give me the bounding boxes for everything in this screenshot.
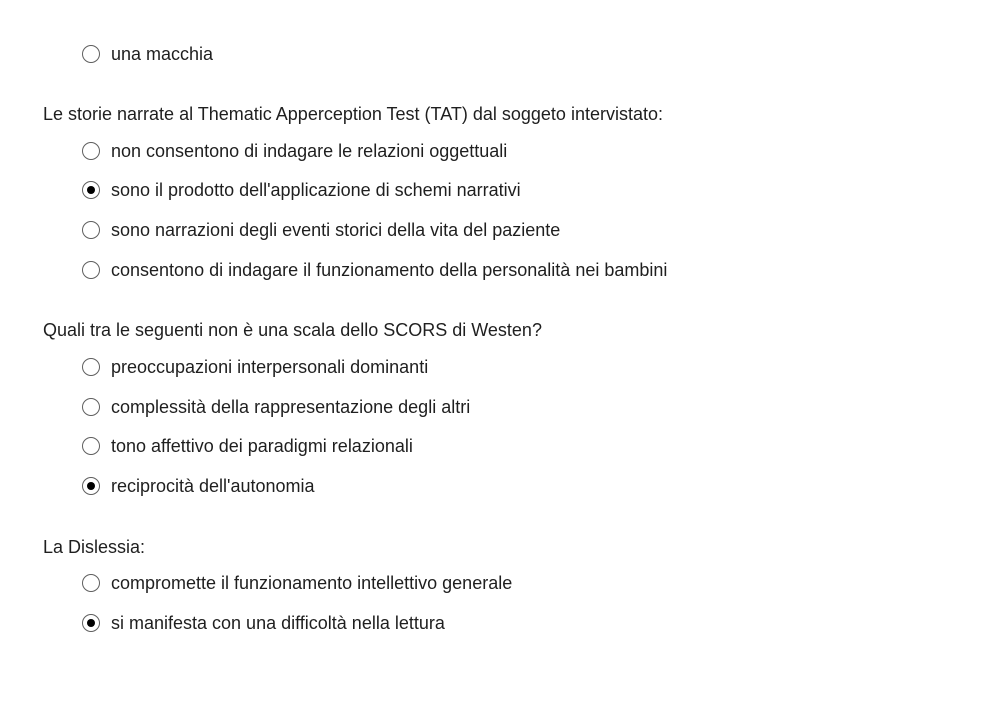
q3-option-1[interactable] xyxy=(82,571,512,595)
q1-option-3[interactable] xyxy=(82,218,560,242)
radio-button[interactable] xyxy=(82,398,100,416)
radio-button[interactable] xyxy=(82,261,100,279)
option-label: non consentono di indagare le relazioni oggettuali xyxy=(111,141,508,161)
q2-option-1[interactable] xyxy=(82,355,428,379)
option-label: complessità della rappresentazione degli altri xyxy=(111,397,471,417)
option-label: sono il prodotto dell'applicazione di schemi narrativi xyxy=(111,180,521,200)
radio-button[interactable] xyxy=(82,142,100,160)
q1-option-2[interactable] xyxy=(82,178,521,202)
q1-option-1[interactable] xyxy=(82,139,507,163)
radio-button[interactable] xyxy=(82,477,100,495)
option-label: tono affettivo dei paradigmi relazionali xyxy=(111,436,413,456)
radio-button[interactable] xyxy=(82,221,100,239)
q1-option-4[interactable] xyxy=(82,258,667,282)
q0-option-1[interactable] xyxy=(82,42,213,66)
option-label: sono narrazioni degli eventi storici della vita del paziente xyxy=(111,220,561,240)
question-dislessia: La Dislessia: xyxy=(43,537,146,557)
radio-button[interactable] xyxy=(82,614,100,632)
radio-button[interactable] xyxy=(82,437,100,455)
radio-button[interactable] xyxy=(82,574,100,592)
option-label: una macchia xyxy=(111,44,214,64)
option-label: si manifesta con una difficoltà nella lettura xyxy=(111,613,445,633)
option-label: preoccupazioni interpersonali dominanti xyxy=(111,357,429,377)
option-label: consentono di indagare il funzionamento della personalità nei bambini xyxy=(111,260,668,280)
q3-option-2[interactable] xyxy=(82,611,445,635)
radio-button[interactable] xyxy=(82,358,100,376)
question-scors: Quali tra le seguenti non è una scala dello SCORS di Westen? xyxy=(43,320,542,340)
radio-button[interactable] xyxy=(82,45,100,63)
question-tat: Le storie narrate al Thematic Apperception Test (TAT) dal soggeto intervistato: xyxy=(43,104,663,124)
radio-button[interactable] xyxy=(82,181,100,199)
option-label: compromette il funzionamento intellettivo generale xyxy=(111,573,513,593)
option-label: reciprocità dell'autonomia xyxy=(111,476,315,496)
q2-option-4[interactable] xyxy=(82,474,315,498)
q2-option-2[interactable] xyxy=(82,395,470,419)
q2-option-3[interactable] xyxy=(82,434,413,458)
